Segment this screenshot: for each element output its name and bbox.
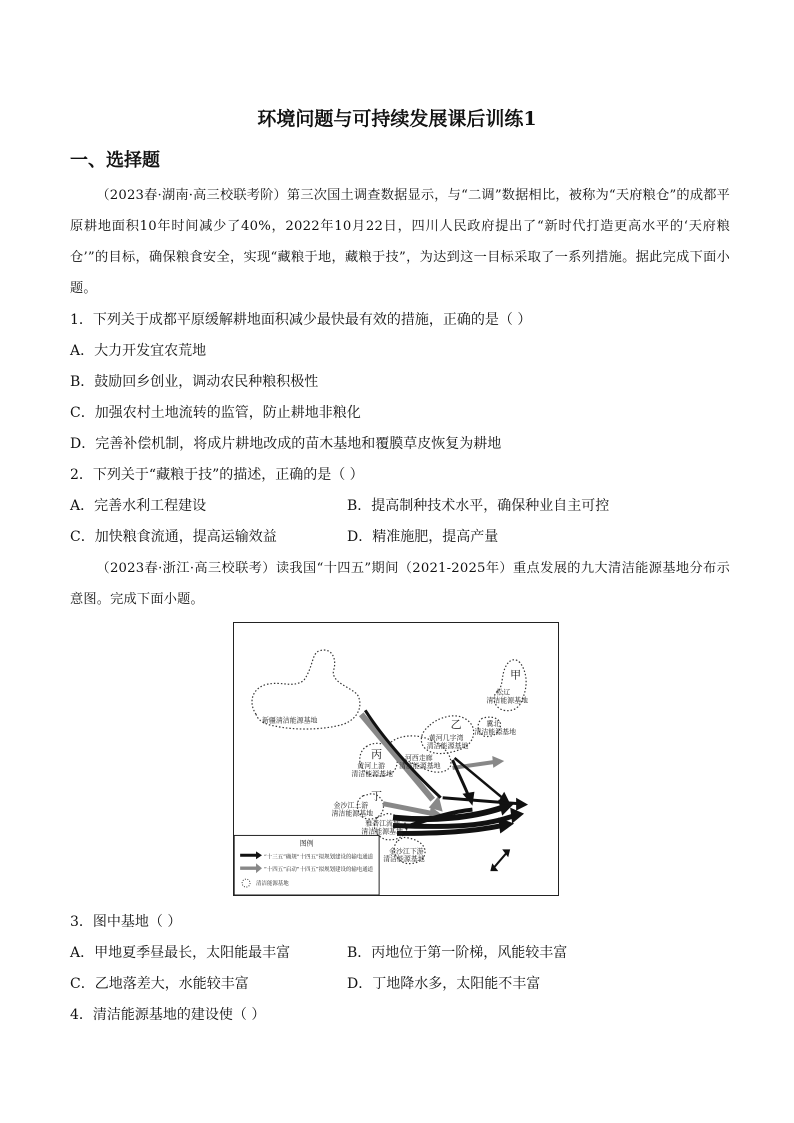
label-huanghe-jizi: 黄河几字湾 — [428, 734, 464, 743]
section-heading: 一、选择题 — [70, 150, 160, 171]
legend-item-3: 清洁能源基地 — [256, 881, 289, 888]
question-4-stem: 4．清洁能源基地的建设使（ ） — [70, 1007, 266, 1023]
question-1-option-d: D．完善补偿机制，将成片耕地改成的苗木基地和覆膜草皮恢复为耕地 — [70, 436, 502, 452]
energy-base-map-svg — [234, 623, 558, 895]
label-jinsha-up-2: 清洁能源基地 — [331, 809, 374, 818]
label-jinsha-down: 金沙江下游 — [389, 847, 424, 856]
label-huanghe-up-2: 清洁能源基地 — [351, 769, 393, 778]
question-2-option-d: D．精准施肥，提高产量 — [347, 529, 499, 545]
label-hexi: 河西走廊 — [404, 753, 433, 762]
label-hexi-2: 清洁能源基地 — [398, 761, 441, 770]
question-3-stem: 3．图中基地（ ） — [70, 914, 182, 930]
page-title: 环境问题与可持续发展课后训练1 — [257, 108, 537, 130]
question-1-option-a: A．大力开发宜农荒地 — [70, 343, 207, 359]
label-songliao: 松辽 — [496, 688, 511, 697]
label-ding: 丁 — [371, 789, 383, 803]
label-yi: 乙 — [450, 718, 462, 732]
question-1-option-b: B．鼓励回乡创业，调动农民种粮积极性 — [70, 374, 319, 390]
map-legend — [234, 835, 379, 895]
label-huanghe-up: 黄河上游 — [357, 761, 386, 770]
legend-item-2: “十四五”启动“十四五”拟规划建设的输电通道 — [263, 867, 374, 874]
grey-arrow-jinsha — [383, 804, 433, 814]
energy-base-map — [233, 622, 559, 896]
material-text-1: （2023春·湖南·高三校联考阶）第三次国土调查数据显示，与“二调”数据相比，被称为“天府粮仓”的成都平原耕地面积10年时间减少了40%，2022年10月22日，四川人民政府提出了“新时代打造更高水平的‘天府粮仓’”的目标，确保粮食安全，实现“藏粮于地，藏粮于技”，为达到这一目标采取了一系列措施。据此完成下面小题。 — [70, 188, 730, 296]
label-yalong: 雅砻江流域 — [365, 819, 400, 828]
question-3-option-a: A．甲地夏季昼最长，太阳能最丰富 — [70, 945, 291, 961]
label-jibei: 冀北 — [486, 720, 501, 729]
label-jia: 甲 — [510, 668, 522, 682]
label-xinjiang: 新疆清洁能源基地 — [261, 716, 318, 725]
label-huanghe-jizi-2: 清洁能源基地 — [426, 742, 469, 751]
question-3-option-c: C．乙地落差大，水能较丰富 — [70, 976, 249, 992]
material-text-2: （2023春·浙江·高三校联考）读我国“十四五”期间（2021-2025年）重点发展的九大清洁能源基地分布示意图。完成下面小题。 — [70, 561, 730, 607]
grey-arrowhead-hexi — [492, 756, 504, 768]
question-1-stem: 1．下列关于成都平原缓解耕地面积减少最快最有效的措施，正确的是（ ） — [70, 312, 532, 328]
legend-title: 图例 — [299, 839, 314, 848]
question-2-option-c: C．加快粮食流通，提高运输效益 — [70, 529, 277, 545]
question-1-option-c: C．加强农村土地流转的监管，防止耕地非粮化 — [70, 405, 361, 421]
label-bing: 丙 — [371, 748, 383, 762]
question-3-option-d: D．丁地降水多，太阳能不丰富 — [347, 976, 541, 992]
legend-item-1: “十三五”确规“十四五”拟规划建设的输电通道 — [263, 854, 374, 861]
question-3-option-b: B．丙地位于第一阶梯，风能较丰富 — [347, 945, 568, 961]
label-jinsha-up: 金沙江上游 — [333, 801, 369, 810]
label-yalong-2: 清洁能源基地 — [361, 827, 403, 836]
label-jinsha-down-2: 清洁能源基地 — [383, 855, 425, 864]
label-jibei-2: 清洁能源基地 — [474, 728, 517, 737]
question-2-option-a: A．完善水利工程建设 — [70, 498, 207, 514]
question-2-option-b: B．提高制种技术水平，确保种业自主可控 — [347, 498, 610, 514]
double-arrow — [494, 853, 506, 867]
question-2-stem: 2．下列关于“藏粮于技”的描述，正确的是（ ） — [70, 467, 364, 483]
black-arrowhead-ne — [516, 798, 528, 811]
label-songliao-2: 清洁能源基地 — [486, 696, 528, 705]
